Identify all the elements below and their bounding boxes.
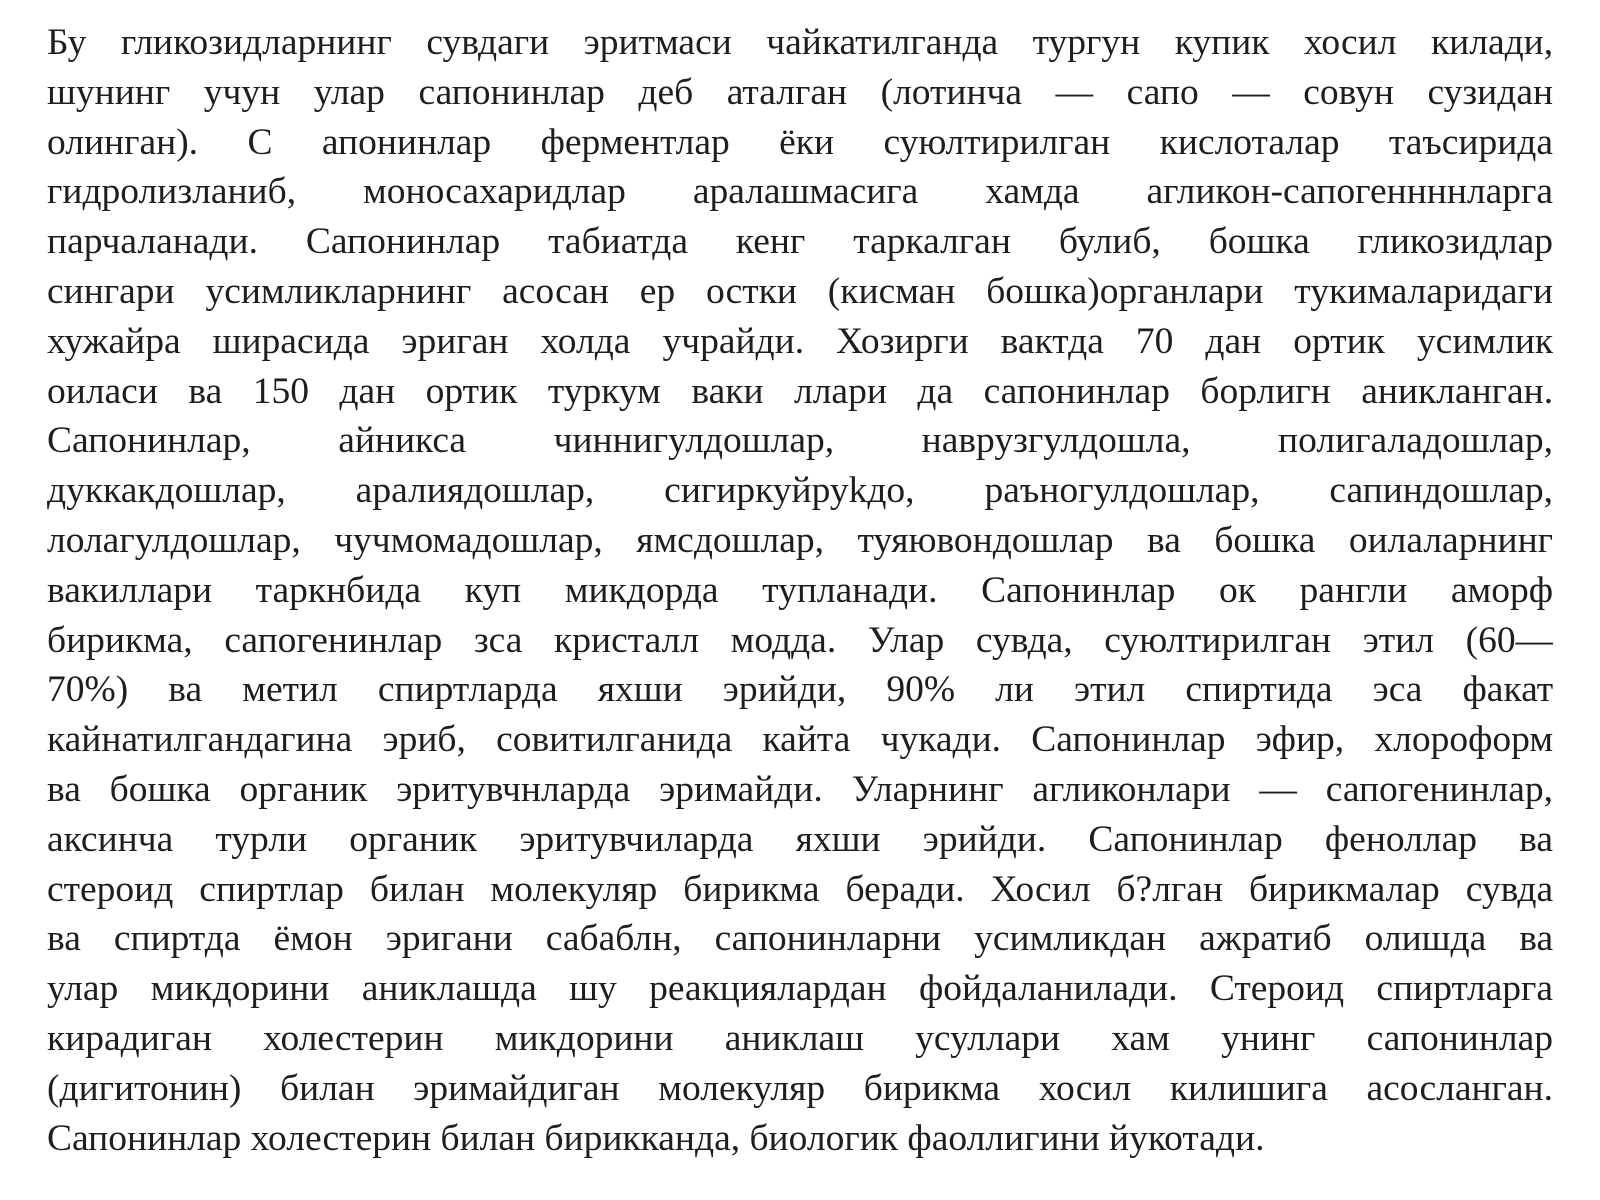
- text-line: Бу гликозидларнинг сувдаги эритмаси чайкатилганда тургун купик хосил килади,: [47, 22, 1553, 63]
- text-line: оиласи ва 150 дан ортик туркум ваки ллари да сапонинлар борлигн аникланган.: [47, 370, 1553, 412]
- text-line: лолагулдошлар, чучмомадошлар, ямсдошлар, туяювондошлар ва бошка оилаларнинг: [47, 519, 1553, 561]
- text-line: кайнатилгандагина эриб, совитилганида кайта чукади. Сапонинлар эфир, хлороформ: [47, 719, 1553, 761]
- document-text: [47, 18, 1553, 1163]
- text-line: ва спиртда ёмон эригани сабаблн, сапонинларни усимликдан ажратиб олишда ва: [47, 918, 1553, 960]
- text-line: вакиллари таркнбида куп микдорда тупланади. Сапонинлар ок рангли аморф: [47, 569, 1553, 611]
- text-line: шунинг учун улар сапонинлар деб аталган (лотинча — сапо — совун сузидан: [47, 71, 1553, 113]
- text-line: улар микдорини аниклашда шу реакциялардан фойдаланилади. Стероид спиртларга: [47, 968, 1553, 1010]
- text-line: дуккакдошлар, аралиядошлар, сигиркуйруkдо, раъногулдошлар, сапиндошлар,: [47, 470, 1553, 512]
- text-line: парчаланади. Сапонинлар табиатда кенг таркалган булиб, бошка гликозидлар: [47, 221, 1553, 263]
- text-line: стероид спиртлар билан молекуляр бирикма беради. Хосил б?лган бирикмалар сувда: [47, 868, 1553, 910]
- text-line: хужайра ширасида эриган холда учрайди. Хозирги вактда 70 дан ортик усимлик: [47, 320, 1553, 362]
- text-line: аксинча турли органик эритувчиларда яхши эрийди. Сапонинлар феноллар ва: [47, 818, 1553, 860]
- text-line: 70%) ва метил спиртларда яхши эрийди, 90% ли этил спиртида эса факат: [47, 669, 1553, 711]
- text-line: Сапонинлар, айникса чиннигулдошлар, наврузгулдошла, полигаладошлар,: [47, 420, 1553, 462]
- text-line: Сапонинлар холестерин билан бирикканда, биологик фаоллигини йукотади.: [47, 1117, 1265, 1159]
- text-line: (дигитонин) билан эримайдиган молекуляр бирикма хосил килишига асосланган.: [47, 1067, 1553, 1109]
- text-line: бирикма, сапогенинлар зса кристалл модда. Улар сувда, суюлтирилган этил (60—: [47, 619, 1553, 661]
- text-line: сингари усимликларнинг асосан ер остки (кисман бошка)органлари тукималаридаги: [47, 270, 1553, 312]
- text-line: кирадиган холестерин микдорини аниклаш усуллари хам унинг сапонинлар: [47, 1017, 1553, 1059]
- text-line: олинган). С апонинлар ферментлар ёки суюлтирилган кислоталар таъсирида: [47, 121, 1553, 163]
- text-line: гидролизланиб, моносахаридлар аралашмасига хамда агликон-сапогеннннларга: [47, 171, 1553, 213]
- text-line: ва бошка органик эритувчнларда эримайди. Уларнинг агликонлари — сапогенинлар,: [47, 768, 1553, 810]
